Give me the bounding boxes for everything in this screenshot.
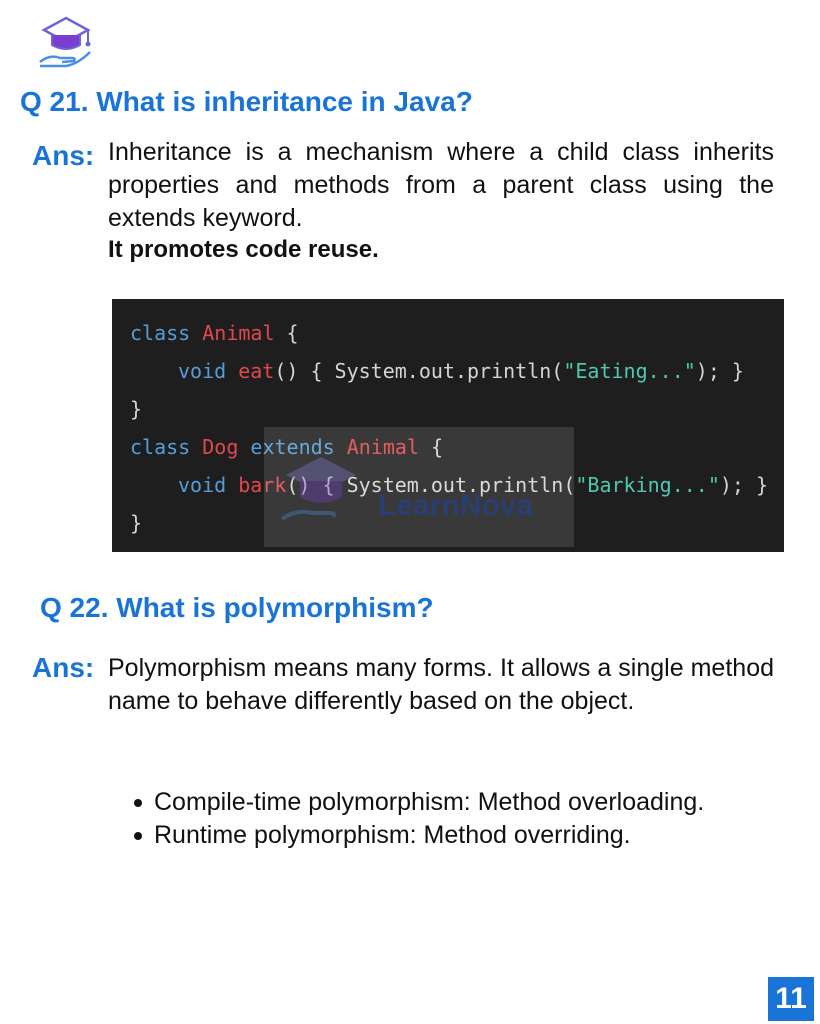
code-token: eat — [238, 359, 275, 383]
watermark-logo-icon — [276, 449, 366, 529]
code-token: } — [130, 511, 143, 535]
bullet-list — [132, 786, 774, 852]
code-token: () { System.out.println( — [286, 473, 576, 497]
code-token: Dog — [202, 435, 251, 459]
list-item: Compile-time polymorphism: Method overloading. — [132, 786, 774, 819]
code-token: bark — [238, 473, 287, 497]
answer-label: Ans: — [32, 652, 95, 683]
page-number: 11 — [768, 977, 814, 1021]
answer-21-emphasis: It promotes code reuse. — [108, 236, 379, 263]
watermark-text: LearnNova — [378, 489, 534, 522]
answer-21-text: Inheritance is a mechanism where a child class inherits properties and methods from a parent class using the extends keyword. — [108, 138, 774, 232]
code-line — [130, 397, 142, 421]
code-line — [130, 511, 142, 535]
code-token: "Barking..." — [575, 473, 720, 497]
question-22-title: Q 22. What is polymorphism? — [40, 592, 434, 623]
code-token: class — [130, 435, 203, 459]
graduation-cap-hand-icon — [36, 12, 96, 70]
code-token: class — [130, 321, 203, 345]
code-token: () { System.out.println( — [274, 359, 564, 383]
code-token: { — [419, 435, 444, 459]
code-line — [178, 359, 744, 383]
code-token: extends — [250, 435, 347, 459]
answer-label: Ans: — [32, 140, 95, 171]
code-line — [130, 321, 299, 345]
code-token: void — [178, 359, 239, 383]
code-token: void — [178, 473, 239, 497]
question-21-title: Q 21. What is inheritance in Java? — [20, 86, 473, 117]
code-token: } — [130, 397, 143, 421]
code-block — [112, 299, 784, 552]
answer-22-text: Polymorphism means many forms. It allows a single method name to behave differently based on the object. — [108, 654, 774, 715]
code-token: Animal — [202, 321, 275, 345]
code-token: ); } — [695, 359, 744, 383]
code-token: Animal — [346, 435, 419, 459]
code-token: ); } — [719, 473, 769, 497]
code-token: { — [274, 321, 299, 345]
list-item: Runtime polymorphism: Method overriding. — [132, 819, 774, 852]
code-token: "Eating..." — [563, 359, 696, 383]
